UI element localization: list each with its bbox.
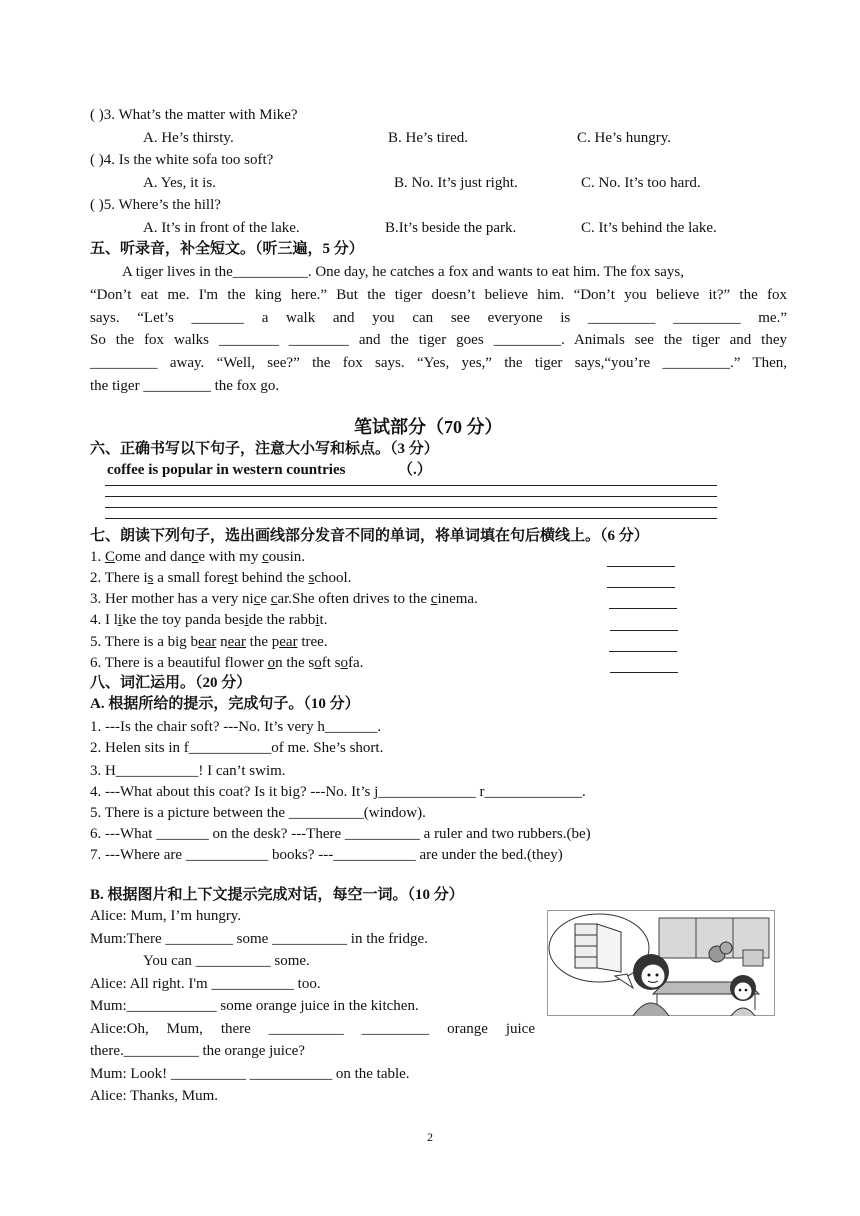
question-4: ( )4. Is the white sofa too soft? [90,152,274,168]
answer-line-4 [610,630,678,631]
section-8b-heading [90,887,464,904]
underlined-letters: o [314,655,322,671]
pronunciation-item [90,655,363,672]
sentence-text: chool. [314,570,352,586]
writing-line-3 [105,507,717,508]
sentence-text: 2. There i [90,570,148,586]
sentence-text: 4. I l [90,612,118,628]
writing-line-1 [105,485,717,486]
sentence-text: fa. [348,655,364,671]
q5-option-c: C. It’s behind the lake. [581,220,717,236]
dialogue-line-9: Alice: Thanks, Mum. [90,1088,219,1104]
dialogue-line-1: Alice: Mum, I’m hungry. [90,908,242,924]
passage-line-5: _________ away. “Well, see?” the fox says. “Yes, yes,” the tiger says,“you’re _________.” Then, [90,355,787,371]
sentence-text: 6. There is a beautiful flower [90,655,268,671]
pronunciation-item [90,634,328,651]
q5-option-b: B.It’s beside the park. [385,220,517,236]
sentence-text: de the rabb [248,612,316,628]
section-8a-heading: A. 根据所给的提示，完成句子。（10 分） [90,696,360,712]
vocab-item-5: 5. There is a picture between the __________(window). [90,805,426,821]
vocab-item-3: 3. H___________! I can’t swim. [90,763,286,779]
answer-line-5 [609,651,677,652]
sentence-text: 3. Her mother has a very ni [90,591,254,607]
dialogue-line-2: Mum:There _________ some __________ in the fridge. [90,931,428,947]
underlined-letters: C [105,549,116,565]
page-number: 2 [427,1130,433,1144]
vocab-item-7: 7. ---Where are ___________ books? ---___________ are under the bed.(they) [90,847,563,863]
sentence-text: ousin. [268,549,306,565]
underlined-letters: c [270,591,278,607]
q5-option-a: A. It’s in front of the lake. [143,220,300,236]
underlined-letters: o [267,655,276,671]
underlined-letters: c [262,549,269,565]
answer-line-1 [607,566,675,567]
sentence-text: 5. There is a big b [90,634,199,650]
dialogue-line-5: Mum:____________ some orange juice in the kitchen. [90,998,419,1014]
underlined-letters: ear [279,634,298,650]
q4-option-b: B. No. It’s just right. [394,175,518,191]
underlined-letters: c [430,591,438,607]
dialogue-line-3: You can __________ some. [143,953,310,969]
q3-option-a: A. He’s thirsty. [143,130,234,146]
written-part-title: 笔试部分（70 分） [354,417,503,437]
passage-line-2: “Don’t eat me. I'm the king here.” But the tiger doesn’t believe him. “Don’t you believe it?” the fox [90,287,787,303]
passage-line-4: So the fox walks ________ ________ and the tiger goes _________. Animals see the tiger and they [90,332,787,348]
q3-option-b: B. He’s tired. [388,130,468,146]
vocab-item-2: 2. Helen sits in f___________of me. She’s short. [90,740,384,756]
passage-line-3: says. “Let’s _______ a walk and you can see everyone is _________ _________ me.” [90,310,787,326]
passage-line-1: A tiger lives in the__________. One day, he catches a fox and wants to eat him. The fox says, [122,264,684,280]
dialogue-line-7: there.__________ the orange juice? [90,1043,305,1059]
sentence-text: t behind the [233,570,309,586]
sentence-text: inema. [437,591,478,607]
underlined-letters: i [315,612,320,628]
sentence-text: ft s [321,655,341,671]
pronunciation-item [90,549,305,566]
sentence-text: ke the toy panda bes [122,612,245,628]
underlined-letters: s [147,570,154,586]
section-6-sentence: coffee is popular in western countries [107,462,346,478]
section-6-punctuation: （.） [398,462,432,478]
writing-line-4 [105,518,717,519]
vocab-item-4: 4. ---What about this coat? Is it big? ---No. It’s j_____________ r_____________. [90,784,586,800]
q4-option-a: A. Yes, it is. [143,175,216,191]
question-5: ( )5. Where’s the hill? [90,197,221,213]
dialogue-line-4: Alice: All right. I'm ___________ too. [90,976,321,992]
underlined-letters: s [308,570,315,586]
underlined-letters: o [340,655,348,671]
question-3: ( )3. What’s the matter with Mike? [90,107,298,123]
dialogue-line-8: Mum: Look! __________ ___________ on the table. [90,1066,410,1082]
underlined-letters: i [244,612,249,628]
sentence-text: the p [245,634,280,650]
section-6-heading: 六、正确书写以下句子，注意大小写和标点。（3 分） [90,441,439,457]
underlined-letters: s [228,570,234,586]
sentence-text: n [216,634,228,650]
q4-option-c: C. No. It’s too hard. [581,175,701,191]
pronunciation-item [90,591,478,608]
sentence-text: a small fore [153,570,229,586]
sentence-text: tree. [297,634,328,650]
underlined-letters: ear [227,634,246,650]
sentence-text: 1. [90,549,105,565]
sentence-text: n the s [275,655,315,671]
section-8-heading: 八、词汇运用。（20 分） [90,675,252,691]
answer-line-6 [610,672,678,673]
writing-line-2 [105,496,717,497]
vocab-item-6: 6. ---What _______ on the desk? ---There __________ a ruler and two rubbers.(be) [90,826,591,842]
pronunciation-item [90,570,351,587]
sentence-text: ar.She often drives to the [277,591,431,607]
q3-option-c: C. He’s hungry. [577,130,672,146]
sentence-text: ome and dan [115,549,192,565]
answer-line-3 [609,608,677,609]
sentence-text: t. [319,612,328,628]
pronunciation-item [90,612,327,629]
underlined-letters: c [253,591,261,607]
section-8b-text: 根据图片和上下文提示完成对话，每空一词。（10 分） [103,887,464,903]
underlined-letters: ear [198,634,217,650]
dialogue-line-6: Alice:Oh, Mum, there __________ _________ orange juice [90,1021,535,1037]
underlined-letters: i [117,612,123,628]
answer-line-2 [607,587,675,588]
sentence-text: e [260,591,271,607]
kitchen-illustration [547,910,775,1016]
underlined-letters: c [191,549,199,565]
section-5-heading: 五、听录音，补全短文。（听三遍，5 分） [90,241,364,257]
section-7-heading: 七、朗读下列句子，选出画线部分发音不同的单词，将单词填在句后横线上。（6 分） [90,528,649,544]
vocab-item-1: 1. ---Is the chair soft? ---No. It’s very h_______. [90,719,382,735]
section-8b-letter: B. [90,887,104,903]
passage-line-6: the tiger _________ the fox go. [90,378,280,394]
sentence-text: e with my [198,549,263,565]
